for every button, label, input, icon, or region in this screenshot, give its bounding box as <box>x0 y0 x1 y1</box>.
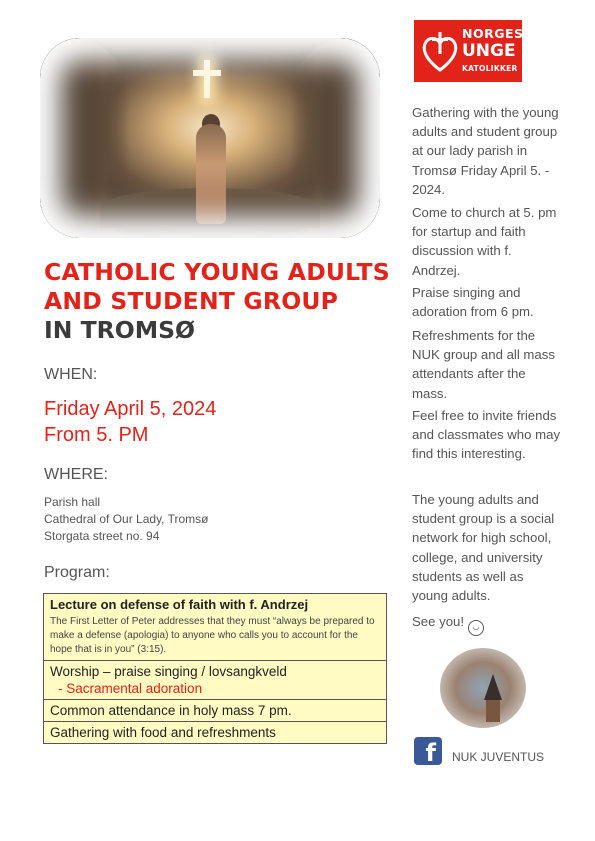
program-label: Program: <box>44 564 110 581</box>
worship-subitem: - Sacramental adoration <box>58 681 203 696</box>
event-time: From 5. PM <box>44 424 149 446</box>
info-paragraph: Feel free to invite friends and classmates who may find this interesting. <box>412 408 561 462</box>
table-row <box>44 722 387 744</box>
info-paragraph: Praise singing and adoration from 6 pm. <box>412 285 534 320</box>
cross-icon <box>204 60 210 98</box>
worship-item: Worship – praise singing / lovsangkveld <box>50 664 287 679</box>
hero-image-risen-christ <box>40 38 380 238</box>
closing-line: See you! ◡ <box>412 612 562 636</box>
where-address: Parish hall Cathedral of Our Lady, Tromsø Storgata street no. 94 <box>44 495 209 543</box>
where-label: WHERE: <box>44 466 108 483</box>
facebook-icon[interactable]: f <box>414 737 442 765</box>
info-paragraph: The young adults and student group is a social network for high school, college, and university students as well as young adults. <box>412 492 555 604</box>
program-table <box>43 593 387 744</box>
mass-item: Common attendance in holy mass 7 pm. <box>44 700 387 722</box>
table-row <box>44 700 387 722</box>
table-row <box>44 594 387 661</box>
page-title: CATHOLIC YOUNG ADULTS AND STUDENT GROUP <box>44 258 390 315</box>
info-paragraph: Come to church at 5. pm for startup and faith discussion with f. Andrzej. <box>412 205 557 278</box>
lecture-title: Lecture on defense of faith with f. Andrzej <box>50 597 309 612</box>
nuk-logo: NORGES UNGE KATOLIKKER <box>414 20 522 82</box>
info-paragraph: Gathering with the young adults and student group at our lady parish in Tromsø Friday April 5. - 2024. <box>412 105 559 197</box>
gathering-item: Gathering with food and refreshments <box>44 722 387 744</box>
table-row <box>44 661 387 700</box>
info-paragraph: Refreshments for the NUK group and all mass attendants after the mass. <box>412 328 555 401</box>
when-value <box>44 396 216 448</box>
facebook-group-label[interactable]: NUK JUVENTUS <box>452 750 545 764</box>
event-date: Friday April 5, 2024 <box>44 398 217 420</box>
lecture-description: The First Letter of Peter addresses that they must “always be prepared to make a defense (apologia) to anyone who calls you to account for the hope that is in you” (3:15). <box>50 616 375 655</box>
when-label: WHEN: <box>44 366 98 383</box>
smiley-icon: ◡ <box>468 620 484 636</box>
heart-cross-icon <box>420 30 460 74</box>
page-title-location: IN TROMSØ <box>44 316 195 344</box>
church-photo <box>440 648 526 728</box>
